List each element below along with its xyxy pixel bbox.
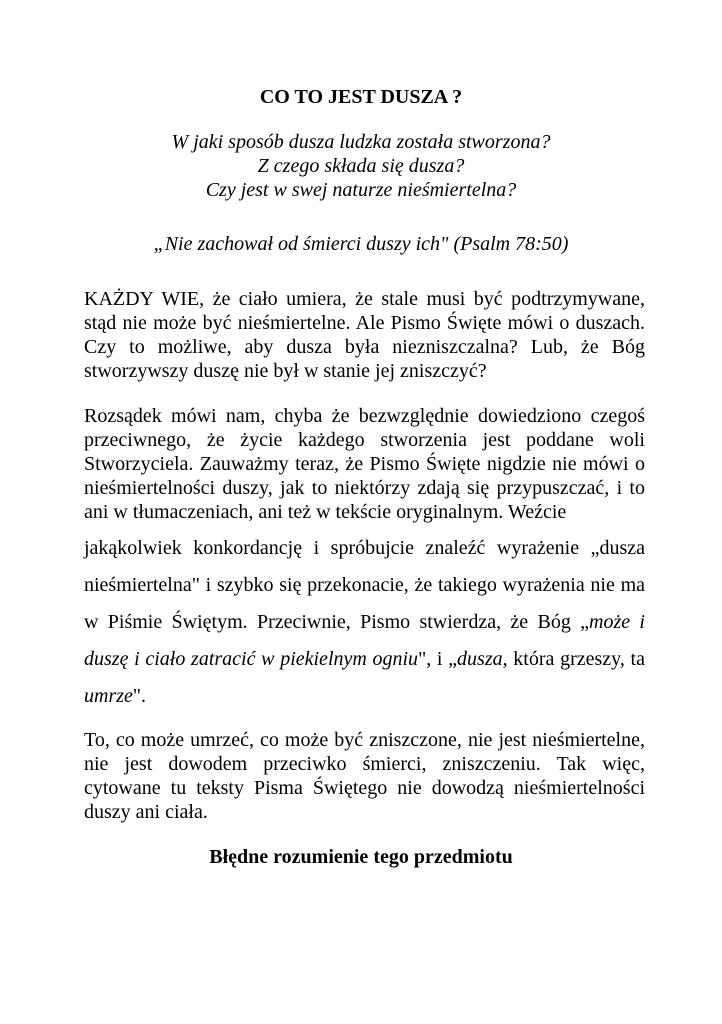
paragraph-1: KAŻDY WIE, że ciało umiera, że stale musi być podtrzymywane, stąd nie może być nieśmiertelne. Ale Pismo Święte mówi o duszach. Czy to możliwe, aby dusza była niezniszczalna? Lub, że Bóg stworzywszy duszę nie był w stanie jej zniszczyć? xyxy=(84,288,645,382)
scripture-quote-3: umrze xyxy=(84,685,133,707)
question-3: Czy jest w swej naturze nieśmiertelna? xyxy=(205,179,517,201)
paragraph-2-continued xyxy=(84,530,645,715)
scripture-quote-1: może i duszę i ciało zatracić w piekielnym ogniu xyxy=(84,611,645,670)
paragraph-2: Rozsądek mówi nam, chyba że bezwzględnie dowiedziono czegoś przeciwnego, że życie każdego stworzenia jest poddane woli Stworzyciela. Zauważmy teraz, że Pismo Święte nigdzie nie mówi o nieśmiertelności duszy, jak to niektórzy zdają się przypuszczać, i to ani w tłumaczeniach, ani też w tekście oryginalnym. Weźcie xyxy=(84,405,645,523)
bible-quote: „Nie zachował od śmierci duszy ich" (Psalm 78:50) xyxy=(153,233,569,255)
section-heading: Błędne rozumienie tego przedmiotu xyxy=(209,846,513,868)
scripture-quote-2: dusza xyxy=(457,648,503,670)
page-title: CO TO JEST DUSZA ? xyxy=(259,86,463,108)
question-2: Z czego składa się dusza? xyxy=(257,155,465,177)
paragraph-2-text-1: jakąkolwiek konkordancję i spróbujcie znaleźć wyrażenie „dusza nieśmiertelna" i szybko się przekonacie, że takiego wyrażenia nie ma w Piśmie Świętym. Przeciwnie, Pismo stwierdza, że Bóg „ xyxy=(84,537,645,633)
question-list xyxy=(0,130,722,202)
paragraph-2-text-3: , która grzeszy, ta xyxy=(502,648,645,670)
paragraph-2-text-4: ". xyxy=(132,685,147,707)
paragraph-2-text-2: ", i „ xyxy=(418,648,458,670)
question-1: W jaki sposób dusza ludzka została stworzona? xyxy=(171,131,551,153)
paragraph-3: To, co może umrzeć, co może być zniszczone, nie jest nieśmiertelne, nie jest dowodem przeciwko śmierci, zniszczeniu. Tak więc, cytowane tu teksty Pisma Świętego nie dowodzą nieśmiertelności duszy ani ciała. xyxy=(84,729,645,823)
